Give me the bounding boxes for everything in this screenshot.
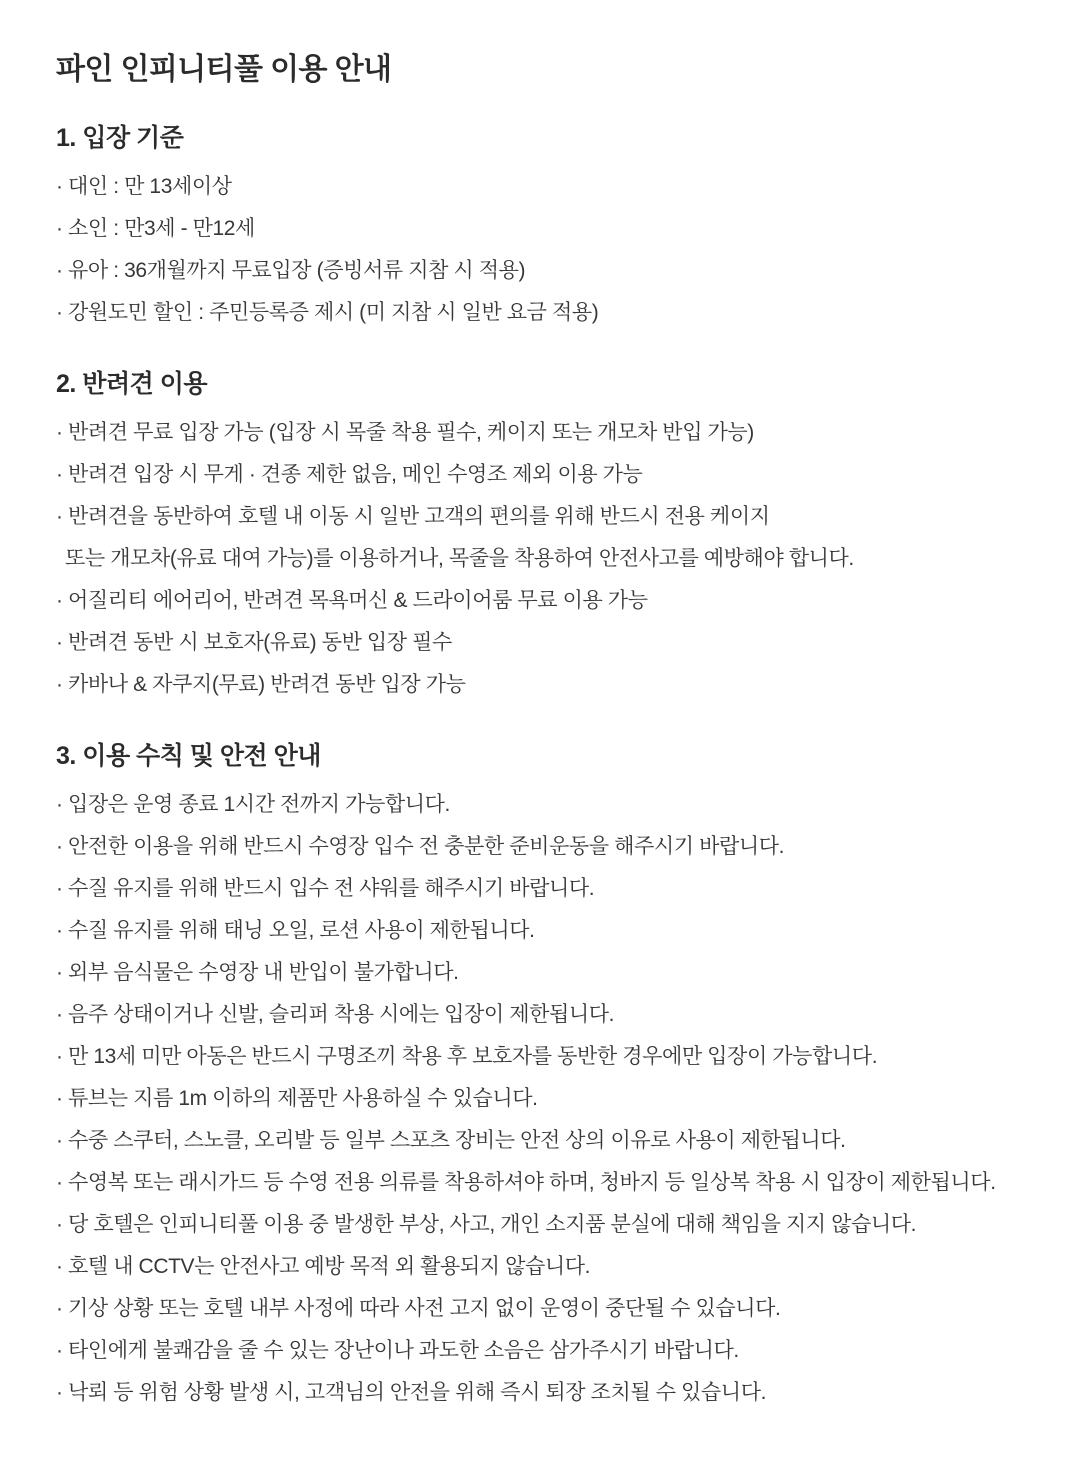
list-item: · 외부 음식물은 수영장 내 반입이 불가합니다.	[56, 961, 459, 984]
list-item: · 타인에게 불쾌감을 줄 수 있는 장난이나 과도한 소음은 삼가주시기 바랍니다.	[56, 1339, 739, 1362]
list-item: · 유아 : 36개월까지 무료입장 (증빙서류 지참 시 적용)	[56, 259, 526, 282]
list-item: · 반려견 입장 시 무게 · 견종 제한 없음, 메인 수영조 제외 이용 가능	[56, 463, 643, 486]
entry-criteria-list	[56, 166, 1041, 334]
list-item: · 반려견 무료 입장 가능 (입장 시 목줄 착용 필수, 케이지 또는 개모차 반입 가능)	[56, 421, 754, 444]
list-item: · 당 호텔은 인피니티풀 이용 중 발생한 부상, 사고, 개인 소지품 분실에 대해 책임을 지지 않습니다.	[56, 1213, 917, 1236]
section-heading-pet-usage: 2. 반려견 이용	[56, 370, 207, 398]
list-item: · 만 13세 미만 아동은 반드시 구명조끼 착용 후 보호자를 동반한 경우에만 입장이 가능합니다.	[56, 1045, 878, 1068]
list-item: · 강원도민 할인 : 주민등록증 제시 (미 지참 시 일반 요금 적용)	[56, 301, 599, 324]
list-item: · 소인 : 만3세 - 만12세	[56, 217, 255, 240]
section-rules-safety	[56, 740, 1041, 1414]
list-item: · 반려견 동반 시 보호자(유료) 동반 입장 필수	[56, 631, 452, 654]
list-item: · 수질 유지를 위해 반드시 입수 전 샤워를 해주시기 바랍니다.	[56, 877, 595, 900]
list-item-continuation: 또는 개모차(유료 대여 가능)를 이용하거나, 목줄을 착용하여 안전사고를 예방해야 합니다.	[65, 547, 854, 570]
list-item: · 호텔 내 CCTV는 안전사고 예방 목적 외 활용되지 않습니다.	[56, 1255, 591, 1278]
list-item: · 수영복 또는 래시가드 등 수영 전용 의류를 착용하셔야 하며, 청바지 등 일상복 착용 시 입장이 제한됩니다.	[56, 1171, 996, 1194]
list-item: · 기상 상황 또는 호텔 내부 사정에 따라 사전 고지 없이 운영이 중단될 수 있습니다.	[56, 1297, 781, 1320]
list-item: · 음주 상태이거나 신발, 슬리퍼 착용 시에는 입장이 제한됩니다.	[56, 1003, 615, 1026]
section-pet-usage	[56, 368, 1041, 706]
list-item: · 안전한 이용을 위해 반드시 수영장 입수 전 충분한 준비운동을 해주시기 바랍니다.	[56, 835, 785, 858]
list-item: · 대인 : 만 13세이상	[56, 175, 232, 198]
list-item: · 입장은 운영 종료 1시간 전까지 가능합니다.	[56, 793, 450, 816]
section-heading-rules-safety: 3. 이용 수칙 및 안전 안내	[56, 742, 321, 770]
list-item: · 반려견을 동반하여 호텔 내 이동 시 일반 고객의 편의를 위해 반드시 전용 케이지	[56, 505, 770, 528]
list-item: · 수질 유지를 위해 태닝 오일, 로션 사용이 제한됩니다.	[56, 919, 535, 942]
list-item: · 어질리티 에어리어, 반려견 목욕머신 & 드라이어룸 무료 이용 가능	[56, 589, 648, 612]
page-title: 파인 인피니티풀 이용 안내	[56, 53, 392, 86]
list-item: · 카바나 & 자쿠지(무료) 반려견 동반 입장 가능	[56, 673, 466, 696]
rules-safety-list	[56, 784, 1041, 1414]
list-item: · 낙뢰 등 위험 상황 발생 시, 고객님의 안전을 위해 즉시 퇴장 조치될 수 있습니다.	[56, 1381, 767, 1404]
pet-usage-list	[56, 412, 1041, 706]
list-item: · 튜브는 지름 1m 이하의 제품만 사용하실 수 있습니다.	[56, 1087, 538, 1110]
section-heading-entry-criteria: 1. 입장 기준	[56, 124, 184, 152]
list-item: · 수중 스쿠터, 스노클, 오리발 등 일부 스포츠 장비는 안전 상의 이유로 사용이 제한됩니다.	[56, 1129, 846, 1152]
section-entry-criteria	[56, 122, 1041, 334]
